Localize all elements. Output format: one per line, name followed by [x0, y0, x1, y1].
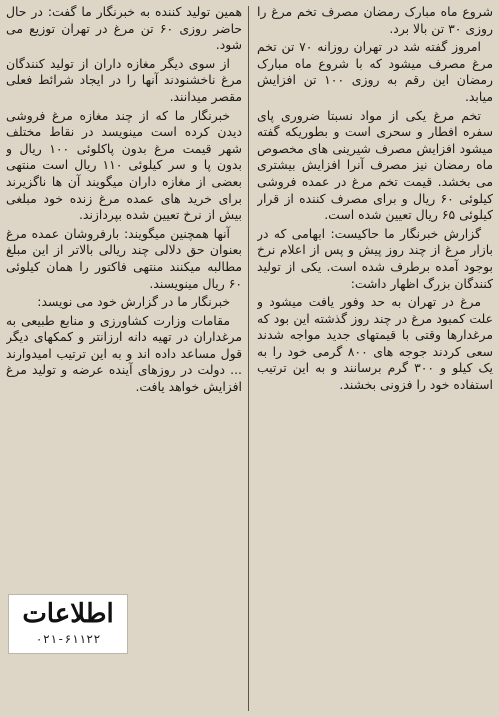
- paragraph: امروز گفته شد در تهران روزانه ۷۰ تن تخم مرغ مصرف میشود که با شروع ماه مبارک رمضان این رقم به روزی ۱۰۰ تن افزایش میابد.: [257, 39, 493, 104]
- paragraph: تخم مرغ یکی از مواد نسبتا ضروری پای سفره افطار و سحری است و بطوریکه گفته میشود افزایش مصرف شیرینی های مخصوص ماه رمضان نیز مصرف آنرا افزایش بیشتری می بخشد. قیمت تخم مرغ در عمده فروشی کیلوئی ۶۰ ریال و برای مصرف کننده از قرار کیلوئی ۶۵ ریال تعیین شده است.: [257, 107, 493, 223]
- article-column-right: [257, 4, 493, 713]
- paragraph: همین تولید کننده به خبرنگار ما گفت: در حال حاضر روزی ۶۰ تن مرغ در تهران توزیع می شود.: [6, 4, 242, 53]
- paragraph: گزارش خبرنگار ما حاکیست: ابهامی که در بازار مرغ از چند روز پیش و پس از اعلام نرخ بوجود آمده برطرف شده است. یکی از تولید کنندگان بزرگ اظهار داشت:: [257, 225, 493, 291]
- paragraph: شروع ماه مبارک رمضان مصرف تخم مرغ را روزی ۳۰ تن بالا برد.: [257, 4, 493, 36]
- logo-phone: ۰۲۱-۶۱۱۲۲: [35, 632, 101, 646]
- paragraph: از سوی دیگر مغازه داران از تولید کنندگان مرغ ناخشنودند آنها را در ایجاد شرائط فعلی مقصر میدانند.: [6, 55, 242, 104]
- paragraph: خبرنگار ما در گزارش خود می نویسد:: [37, 294, 230, 310]
- paragraph: خبرنگار ما که از چند مغازه مرغ فروشی دیدن کرده است مینویسد در نقاط مختلف شهر قیمت مرغ بدون پاکلوئی ۱۰۰ ریال و بدون پا و سر کیلوئی ۱۱۰ ریال است منتهی بعضی از مغازه داران میگویند آن ها ناگزیرند برای خرید های عمده مرغ زنده خود مبلغی بیش از نرخ تعیین شده بپردازند.: [6, 107, 242, 223]
- paragraph: آنها همچنین میگویند: بارفروشان عمده مرغ بعنوان حق دلالی چند ریالی بالاتر از این مبلغ مطالبه میکنند منتهی فاکتور را همان کیلوئی ۶۰ ریال مینویسند.: [6, 225, 242, 291]
- logo-word: اطلاعات: [22, 599, 114, 629]
- paragraph: مرغ در تهران به حد وفور یافت میشود و علت کمبود مرغ در چند روز گذشته این بود که مرغدارها وقتی با قیمتهای جدید مواجه شدند سعی کردند جوجه های ۸۰۰ گرمی خود را به یک کیلو و ۳۰۰ گرم برسانند و به این ترتیب استفاده خود را فزونی بخشند.: [257, 294, 493, 393]
- paragraph: مقامات وزارت کشاورزی و منابع طبیعی به مرغداران در تهیه دانه ارزانتر و کمکهای دیگر قول مساعد داده اند و به این ترتیب امیدوارند ... دولت در روزهای آینده عرضه و تولید مرغ افزایش خواهد یافت.: [6, 312, 242, 395]
- column-divider: [248, 6, 249, 711]
- ettelaat-logo-watermark: [8, 594, 128, 654]
